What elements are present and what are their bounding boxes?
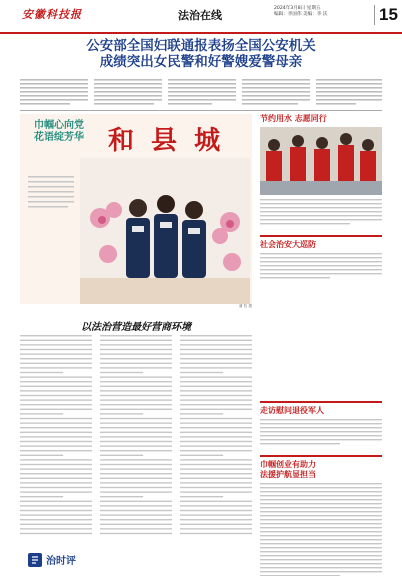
text-line: [20, 422, 92, 423]
volunteers-photo[interactable]: [260, 127, 382, 195]
story-body-women-entrepreneurship: [260, 482, 382, 576]
text-line: [100, 510, 172, 511]
text-line: [20, 344, 92, 345]
women-police-photo[interactable]: [80, 158, 250, 304]
text-line: [100, 487, 172, 488]
text-line: [20, 418, 92, 419]
text-line: [20, 514, 92, 515]
photo-credit: 蒲 钰 摄: [238, 304, 252, 308]
story-title-women-entrepreneurship[interactable]: [260, 460, 382, 480]
text-line: [20, 505, 92, 506]
text-line: [180, 450, 252, 451]
text-line: [20, 395, 92, 396]
text-line: [180, 427, 252, 428]
text-line: [100, 505, 172, 506]
text-line: [20, 340, 92, 341]
text-line: [180, 445, 252, 446]
text-line: [180, 390, 252, 391]
text-line: [100, 404, 172, 405]
divider: [260, 235, 382, 237]
feature-photo-block[interactable]: [20, 114, 252, 304]
text-line: [180, 372, 223, 373]
text-line: [180, 432, 252, 433]
editorial-text-lines: [20, 334, 252, 544]
text-line: [180, 381, 252, 382]
story-body-water-saving: [260, 198, 382, 232]
text-line: [180, 418, 252, 419]
text-line: [100, 501, 172, 502]
text-line: [100, 349, 172, 350]
newspaper-logo: 安徽科技报: [22, 8, 82, 21]
tagline-line-2: 花语绽芳华: [34, 132, 84, 143]
text-line: [20, 367, 92, 368]
text-line: [20, 464, 92, 465]
story-title-veterans[interactable]: 走访慰问退役军人: [260, 406, 324, 415]
text-line: [100, 496, 143, 497]
text-line: [100, 468, 172, 469]
text-line: [20, 404, 92, 405]
text-line: [180, 482, 252, 483]
story-4-title-line-2: 法援护航显担当: [260, 470, 316, 479]
text-line: [100, 459, 172, 460]
editor-line: 编辑：李国伟 美编：李 沃: [274, 12, 328, 17]
text-line: [180, 524, 252, 525]
text-line: [20, 386, 92, 387]
text-line: [100, 363, 172, 364]
text-line: [20, 519, 92, 520]
section-title: 法治在线: [178, 9, 222, 22]
text-line: [20, 491, 92, 492]
text-line: [100, 422, 172, 423]
text-line: [180, 487, 252, 488]
text-line: [100, 395, 172, 396]
text-line: [20, 487, 92, 488]
text-line: [100, 450, 172, 451]
text-line: [180, 386, 252, 387]
text-line: [100, 533, 172, 534]
text-line: [20, 510, 92, 511]
text-line: [180, 478, 252, 479]
text-line: [100, 376, 172, 377]
text-line: [20, 524, 92, 525]
text-line: [20, 335, 92, 336]
text-line: [180, 468, 252, 469]
lead-article-body: [20, 78, 382, 108]
text-line: [100, 455, 143, 456]
story-title-patrol[interactable]: 社会治安大巡防: [260, 240, 316, 249]
text-line: [180, 399, 252, 400]
text-line: [100, 399, 172, 400]
text-line: [20, 436, 92, 437]
text-line: [100, 409, 172, 410]
text-line: [100, 441, 172, 442]
text-line: [100, 418, 172, 419]
text-line: [100, 519, 172, 520]
text-line: [20, 399, 92, 400]
text-line: [180, 349, 252, 350]
text-line: [20, 409, 92, 410]
text-line: [20, 432, 92, 433]
text-line: [20, 533, 92, 534]
text-line: [180, 496, 223, 497]
story-4-title-line-1: 巾帼创业有助力: [260, 460, 316, 469]
text-line: [180, 344, 252, 345]
water-story-text-lines: [260, 198, 382, 232]
text-line: [180, 464, 252, 465]
veterans-story-text-lines: [260, 418, 382, 452]
text-line: [180, 413, 223, 414]
text-line: [100, 473, 172, 474]
publish-date: 2024年3月8日 星期五: [274, 6, 321, 11]
text-line: [20, 482, 92, 483]
text-line: [20, 353, 92, 354]
right-column: [260, 114, 382, 286]
text-line: [100, 491, 172, 492]
text-line: [100, 514, 172, 515]
story-body-patrol: [260, 252, 382, 286]
text-line: [180, 455, 223, 456]
divider: [260, 401, 382, 403]
editorial-title[interactable]: 以法治营造最好营商环境: [81, 322, 191, 333]
text-line: [180, 519, 252, 520]
text-line: [100, 372, 143, 373]
masthead: [0, 0, 402, 34]
text-line: [180, 335, 252, 336]
text-line: [20, 528, 92, 529]
text-line: [180, 533, 252, 534]
text-line: [180, 473, 252, 474]
text-line: [20, 478, 92, 479]
lead-text-lines: [20, 78, 382, 108]
patrol-story-text-lines: [260, 252, 382, 286]
feature-tagline: [34, 120, 84, 144]
story-body-veterans: [260, 418, 382, 452]
text-line: [100, 478, 172, 479]
text-line: [180, 505, 252, 506]
feature-caption: [28, 176, 76, 248]
page-number: 15: [374, 5, 398, 25]
text-line: [180, 441, 252, 442]
text-line: [100, 436, 172, 437]
editorial-body: [20, 334, 252, 544]
text-line: [180, 376, 252, 377]
text-line: [100, 340, 172, 341]
date-line: [274, 6, 374, 18]
text-line: [20, 441, 92, 442]
text-line: [20, 376, 92, 377]
text-line: [100, 344, 172, 345]
text-line: [100, 367, 172, 368]
text-line: [20, 459, 92, 460]
headline-line-1: 公安部全国妇联通报表扬全国公安机关: [86, 38, 316, 54]
text-line: [20, 496, 63, 497]
entrepreneurship-story-text-lines: [260, 482, 382, 576]
text-line: [20, 381, 92, 382]
right-column-lower: [260, 398, 382, 576]
headline-line-2: 成绩突出女民警和好警嫂爱警母亲: [99, 54, 303, 70]
text-line: [20, 473, 92, 474]
text-line: [20, 349, 92, 350]
feature-title: 和 县 城: [108, 126, 225, 156]
text-line: [180, 395, 252, 396]
text-line: [20, 372, 63, 373]
text-line: [100, 482, 172, 483]
text-line: [100, 432, 172, 433]
text-line: [20, 455, 63, 456]
text-line: [100, 413, 143, 414]
text-line: [100, 445, 172, 446]
text-line: [100, 464, 172, 465]
divider: [260, 455, 382, 457]
text-line: [180, 353, 252, 354]
story-title-water-saving[interactable]: 节约用水 志愿同行: [260, 114, 327, 123]
text-line: [180, 459, 252, 460]
divider: [20, 110, 382, 111]
text-line: [180, 501, 252, 502]
text-line: [180, 404, 252, 405]
text-line: [20, 390, 92, 391]
text-line: [100, 358, 172, 359]
text-line: [180, 528, 252, 529]
text-line: [100, 335, 172, 336]
caption-text-lines: [28, 176, 76, 246]
text-line: [20, 427, 92, 428]
text-line: [180, 422, 252, 423]
text-line: [20, 450, 92, 451]
text-line: [180, 363, 252, 364]
text-line: [100, 524, 172, 525]
text-line: [180, 358, 252, 359]
text-line: [180, 514, 252, 515]
text-line: [180, 340, 252, 341]
text-line: [20, 445, 92, 446]
text-line: [100, 381, 172, 382]
tagline-line-1: 巾帼心向党: [34, 120, 84, 131]
text-line: [20, 501, 92, 502]
main-headline[interactable]: [20, 38, 382, 70]
text-line: [180, 491, 252, 492]
text-line: [20, 363, 92, 364]
text-line: [20, 413, 63, 414]
text-line: [20, 358, 92, 359]
text-line: [100, 528, 172, 529]
badge-label: 治时评: [46, 556, 76, 567]
text-line: [180, 409, 252, 410]
text-line: [180, 510, 252, 511]
text-line: [180, 367, 252, 368]
text-line: [20, 468, 92, 469]
text-line: [100, 353, 172, 354]
text-line: [100, 386, 172, 387]
text-line: [180, 436, 252, 437]
text-line: [100, 390, 172, 391]
commentary-badge: [28, 552, 90, 568]
text-line: [100, 427, 172, 428]
